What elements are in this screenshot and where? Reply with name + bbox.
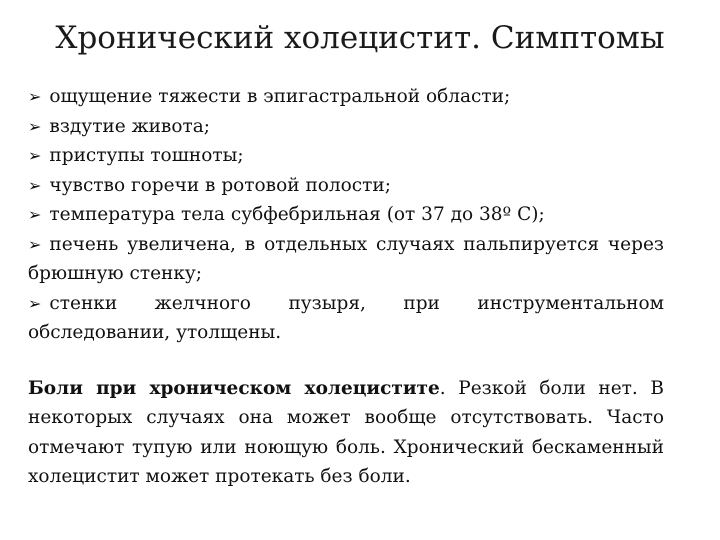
symptom-item xyxy=(28,171,664,201)
symptom-item xyxy=(28,82,664,112)
symptom-text: температура тела субфебрильная (от 37 до 38º С); xyxy=(49,204,545,225)
pain-paragraph xyxy=(28,374,664,492)
symptom-item xyxy=(28,289,664,348)
symptom-text: приступы тошноты; xyxy=(49,145,244,166)
arrow-bullet-icon: ➢ xyxy=(28,205,42,224)
symptom-text: печень увеличена, в отдельных случаях пальпируется через брюшную стенку; xyxy=(28,233,664,284)
arrow-bullet-icon: ➢ xyxy=(28,234,42,254)
slide-body xyxy=(28,82,664,492)
arrow-bullet-icon: ➢ xyxy=(28,175,42,195)
arrow-bullet-icon: ➢ xyxy=(28,116,42,136)
pain-text: . Резкой боли нет. В некоторых случаях она может вообще отсутствовать. Часто отмечают тупую или ноющую боль. Хронический бескаменный холецистит может протекать без боли. xyxy=(28,377,664,487)
symptom-list xyxy=(28,82,664,348)
symptom-item xyxy=(28,230,664,289)
arrow-bullet-icon: ➢ xyxy=(28,87,42,106)
symptom-item xyxy=(28,112,664,142)
pain-heading: Боли при хроническом холецистите xyxy=(28,377,440,399)
symptom-text: чувство горечи в ротовой полости; xyxy=(49,174,391,196)
symptom-text: вздутие живота; xyxy=(49,115,210,137)
arrow-bullet-icon: ➢ xyxy=(28,146,42,165)
arrow-bullet-icon: ➢ xyxy=(28,293,42,313)
symptom-text: стенки желчного пузыря, при инструментальном обследовании, утолщены. xyxy=(28,292,664,343)
symptom-item xyxy=(28,200,664,230)
symptom-text: ощущение тяжести в эпигастральной области; xyxy=(49,86,511,107)
symptom-item xyxy=(28,141,664,171)
slide-title: Хронический холецистит. Симптомы xyxy=(55,20,665,56)
